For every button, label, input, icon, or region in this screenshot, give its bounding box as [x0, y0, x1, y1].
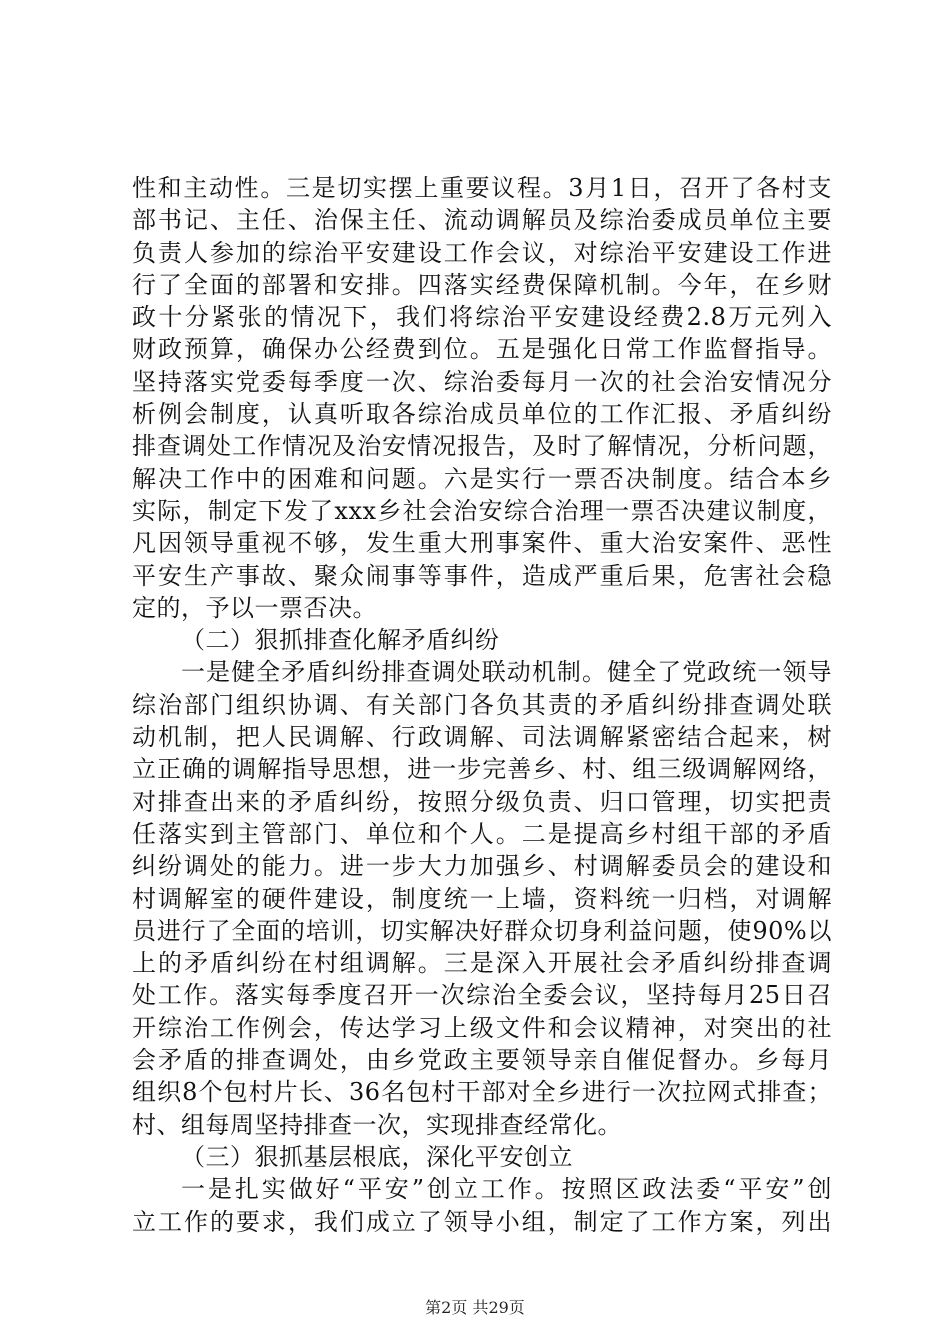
document-body	[132, 172, 832, 1238]
text-line: 坚持落实党委每季度一次、综治委每月一次的社会治安情况分	[132, 367, 832, 396]
page-number-footer: 第2页 共29页	[425, 1298, 525, 1317]
text-line: 一是健全矛盾纠纷排查调处联动机制。健全了党政统一领导	[181, 658, 832, 687]
text-line: 性和主动性。三是切实摆上重要议程。3月1日，召开了各村支	[132, 174, 832, 202]
text-line: 会矛盾的排查调处，由乡党政主要领导亲自催促督办。乡每月	[132, 1046, 832, 1075]
text-line: 解决工作中的困难和问题。六是实行一票否决制度。结合本乡	[132, 464, 832, 493]
text-line: 负责人参加的综治平安建设工作会议，对综治平安建设工作进	[132, 238, 832, 267]
text-line: 员进行了全面的培训，切实解决好群众切身利益问题，使90%以	[132, 916, 832, 945]
text-line: 立正确的调解指导思想，进一步完善乡、村、组三级调解网络，	[132, 755, 832, 784]
text-line: 立工作的要求，我们成立了领导小组，制定了工作方案，列出	[132, 1207, 832, 1236]
text-line: 村、组每周坚持排查一次，实现排查经常化。	[132, 1110, 622, 1139]
text-line: 一是扎实做好“平安”创立工作。按照区政法委“平安”创	[181, 1175, 832, 1204]
text-line: 平安生产事故、聚众闹事等事件，造成严重后果，危害社会稳	[132, 561, 832, 590]
text-line: 政十分紧张的情况下，我们将综治平安建设经费2.8万元列入	[132, 303, 832, 332]
text-line: 排查调处工作情况及治安情况报告，及时了解情况，分析问题，	[132, 432, 832, 461]
text-line: 对排查出来的矛盾纠纷，按照分级负责、归口管理，切实把责	[132, 787, 832, 816]
text-line: 上的矛盾纠纷在村组调解。三是深入开展社会矛盾纠纷排查调	[132, 949, 832, 978]
text-line: 凡因领导重视不够，发生重大刑事案件、重大治安案件、恶性	[132, 529, 832, 558]
text-line: 动机制，把人民调解、行政调解、司法调解紧密结合起来，树	[132, 723, 832, 752]
section-heading: （三）狠抓基层根底，深化平安创立	[181, 1142, 573, 1171]
text-line: 综治部门组织协调、有关部门各负其责的矛盾纠纷排查调处联	[132, 690, 832, 719]
text-line: 纠纷调处的能力。进一步大力加强乡、村调解委员会的建设和	[132, 852, 832, 881]
text-line: 任落实到主管部门、单位和个人。二是提高乡村组干部的矛盾	[132, 819, 832, 848]
section-heading: （二）狠抓排查化解矛盾纠纷	[181, 626, 500, 655]
text-line: 处工作。落实每季度召开一次综治全委会议，坚持每月25日召	[132, 981, 832, 1010]
text-line: 组织8个包村片长、36名包村干部对全乡进行一次拉网式排查；	[132, 1078, 832, 1107]
text-line: 部书记、主任、治保主任、流动调解员及综治委成员单位主要	[132, 206, 832, 235]
text-line: 开综治工作例会，传达学习上级文件和会议精神，对突出的社	[132, 1013, 832, 1042]
text-line: 析例会制度，认真听取各综治成员单位的工作汇报、矛盾纠纷	[132, 400, 832, 429]
text-line: 定的，予以一票否决。	[132, 593, 377, 622]
text-line: 村调解室的硬件建设，制度统一上墙，资料统一归档，对调解	[132, 884, 832, 913]
text-line: 行了全面的部署和安排。四落实经费保障机制。今年，在乡财	[132, 270, 832, 299]
text-line: 实际，制定下发了xxx乡社会治安综合治理一票否决建议制度，	[132, 496, 832, 525]
text-line: 财政预算，确保办公经费到位。五是强化日常工作监督指导。	[132, 335, 832, 364]
